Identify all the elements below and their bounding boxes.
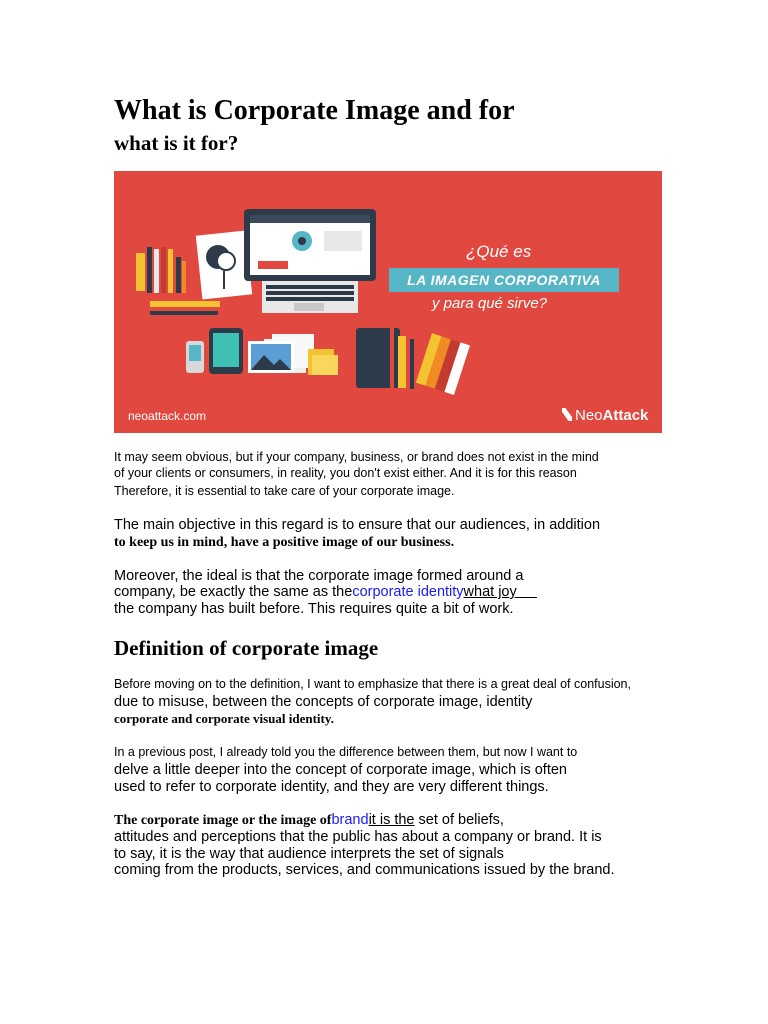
paragraph-3-line-2: company, be exactly the same as thecorporate identitywhat joy bbox=[114, 584, 517, 600]
banner-logo: NeoAttack bbox=[562, 407, 648, 424]
corporate-identity-link[interactable]: corporate identity bbox=[352, 584, 464, 600]
banner-question-bottom: y para qué sirve? bbox=[432, 295, 548, 312]
paragraph-2-line-1: The main objective in this regard is to ensure that our audiences, in addition bbox=[114, 517, 601, 533]
paragraph-4-line-3: corporate and corporate visual identity. bbox=[114, 711, 334, 726]
page-title: What is Corporate Image and for bbox=[114, 95, 515, 126]
page-subtitle: what is it for? bbox=[114, 131, 239, 155]
pencils-icon bbox=[136, 247, 186, 293]
smartphone-icon bbox=[186, 341, 204, 373]
paragraph-3-line-1: Moreover, the ideal is that the corporate image formed around a bbox=[114, 568, 524, 584]
paragraph-6-line-3: to say, it is the way that audience interprets the set of signals bbox=[114, 846, 504, 862]
banner-website: neoattack.com bbox=[128, 409, 207, 423]
paragraph-6-line-4: coming from the products, services, and communications issued by the brand. bbox=[114, 862, 615, 878]
paragraph-4-line-2: due to misuse, between the concepts of corporate image, identity bbox=[114, 694, 533, 710]
paragraph-1-line-2: of your clients or consumers, in reality, you don't exist either. And it is for this reason bbox=[114, 466, 577, 480]
paragraph-1-line-1: It may seem obvious, but if your company, business, or brand does not exist in the mind bbox=[114, 450, 599, 464]
article-banner-image bbox=[114, 171, 662, 433]
brand-link[interactable]: brand bbox=[331, 812, 369, 828]
banner-illustration bbox=[114, 171, 662, 433]
paragraph-1-line-3: Therefore, it is essential to take care of your corporate image. bbox=[114, 484, 455, 498]
paragraph-3-line-3: the company has built before. This requires quite a bit of work. bbox=[114, 601, 514, 617]
paragraph-4-line-1: Before moving on to the definition, I want to emphasize that there is a great deal of confusion, bbox=[114, 677, 631, 691]
banner-question-top: ¿Qué es bbox=[466, 242, 532, 261]
photos-icon bbox=[248, 334, 314, 373]
paragraph-5-line-2: delve a little deeper into the concept of corporate image, which is often bbox=[114, 762, 567, 778]
section-heading: Definition of corporate image bbox=[114, 636, 379, 660]
banner-highlight-box: LA IMAGEN CORPORATIVA bbox=[389, 268, 619, 292]
tablet-icon bbox=[209, 328, 243, 374]
notebook-icon bbox=[356, 328, 414, 389]
sticky-notes-icon bbox=[308, 349, 338, 375]
neoattack-logo-icon bbox=[562, 408, 572, 421]
sketch-paper-icon bbox=[196, 231, 252, 300]
ruler-icon bbox=[150, 301, 220, 307]
paragraph-6-line-1: The corporate image or the image ofbrandit is the set of beliefs, bbox=[114, 812, 504, 828]
paragraph-5-line-1: In a previous post, I already told you the difference between them, but now I want to bbox=[114, 745, 578, 759]
paragraph-5-line-3: used to refer to corporate identity, and they are very different things. bbox=[114, 779, 549, 795]
paragraph-6-line-2: attitudes and perceptions that the public has about a company or brand. It is bbox=[114, 829, 602, 845]
color-swatches-icon bbox=[416, 333, 470, 395]
paragraph-2-line-2: to keep us in mind, have a positive image of our business. bbox=[114, 535, 455, 550]
laptop-icon bbox=[244, 209, 376, 313]
